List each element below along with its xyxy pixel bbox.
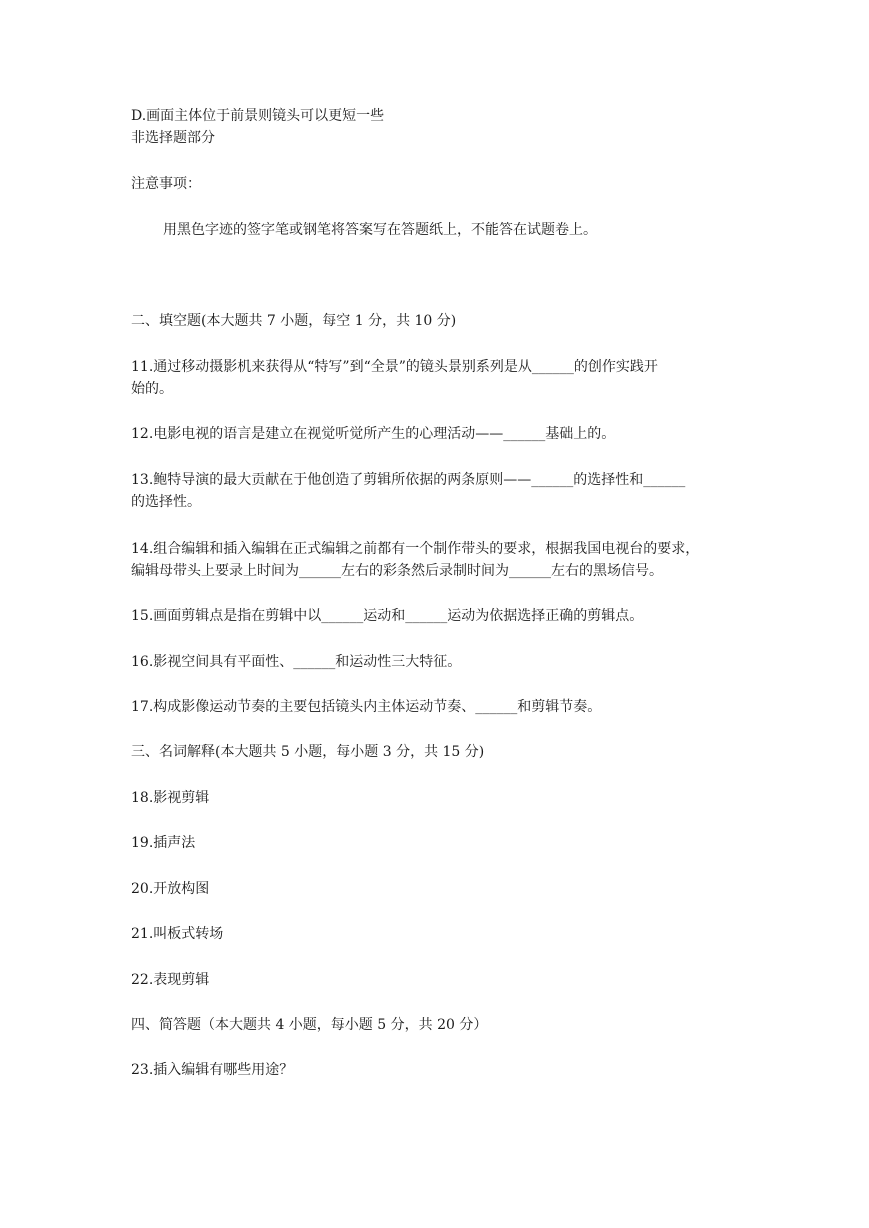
notice-title: 注意事项：: [131, 176, 201, 192]
question-15: 15.画面剪辑点是指在剪辑中以______运动和______运动为依据选择正确的剪辑点。: [131, 608, 644, 624]
terms-heading: 三、名词解释(本大题共 5 小题，每小题 3 分，共 15 分): [131, 744, 485, 760]
short-answer-heading: 四、简答题（本大题共 4 小题，每小题 5 分，共 20 分）: [131, 1017, 488, 1033]
question-17: 17.构成影像运动节奏的主要包括镜头内主体运动节奏、______和剪辑节奏。: [131, 699, 602, 715]
question-20: 20.开放构图: [131, 881, 210, 897]
fill-blank-heading: 二、填空题(本大题共 7 小题，每空 1 分，共 10 分): [131, 313, 457, 329]
question-13-line-1: 13.鲍特导演的最大贡献在于他创造了剪辑所依据的两条原则——______的选择性和______: [131, 472, 686, 488]
question-22: 22.表现剪辑: [131, 972, 210, 988]
option-d-text: D.画面主体位于前景则镜头可以更短一些: [131, 108, 385, 124]
question-16: 16.影视空间具有平面性、______和运动性三大特征。: [131, 654, 462, 670]
question-14-line-1: 14.组合编辑和插入编辑在正式编辑之前都有一个制作带头的要求，根据我国电视台的要求，: [131, 541, 700, 557]
question-21: 21.叫板式转场: [131, 926, 224, 942]
question-18: 18.影视剪辑: [131, 790, 210, 806]
question-11-line-2: 始的。: [131, 381, 173, 397]
non-choice-section-label: 非选择题部分: [131, 130, 215, 146]
question-13-line-2: 的选择性。: [131, 494, 201, 510]
question-12: 12.电影电视的语言是建立在视觉听觉所产生的心理活动——______基础上的。: [131, 426, 616, 442]
question-23: 23.插入编辑有哪些用途？: [131, 1062, 294, 1078]
question-11-line-1: 11.通过移动摄影机来获得从“特写”到“全景”的镜头景别系列是从______的创作实践开: [131, 359, 658, 375]
question-19: 19.插声法: [131, 835, 196, 851]
notice-body: 用黑色字迹的签字笔或钢笔将答案写在答题纸上，不能答在试题卷上。: [163, 222, 597, 238]
question-14-line-2: 编辑母带头上要录上时间为______左右的彩条然后录制时间为______左右的黑场信号。: [131, 563, 663, 579]
